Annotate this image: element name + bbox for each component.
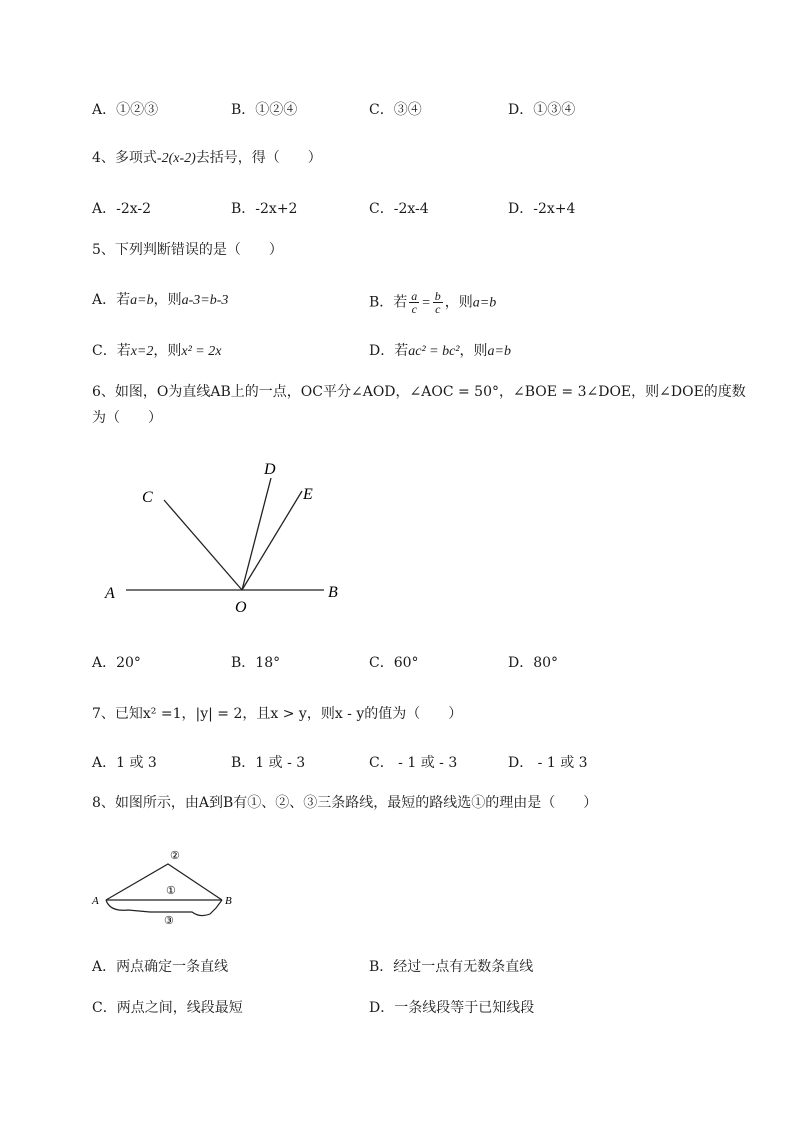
q8-option-c: C．两点之间，线段最短	[92, 1000, 243, 1016]
q5-b-frac1-num: a	[411, 289, 418, 303]
q3-option-b: B．①②④	[231, 102, 298, 118]
label-o: O	[235, 599, 247, 616]
q5-a-label: A．若	[92, 292, 131, 308]
q4-option-d: D．-2x+4	[508, 201, 576, 217]
q4-stem	[92, 148, 322, 169]
label-a: A	[92, 895, 99, 907]
q5-b-eq: =	[421, 295, 431, 311]
q5-a-mid: ，则	[153, 292, 182, 308]
label-a: A	[105, 585, 115, 602]
ray-od	[242, 478, 271, 590]
q6-option-b: B．18°	[231, 655, 281, 671]
q5-d-expr1: ac² = bc²	[408, 344, 460, 359]
q5-d-mid: ，则	[459, 343, 488, 359]
label-route-3: ③	[164, 915, 174, 927]
q6-option-a: A．20°	[92, 655, 141, 671]
q4-option-a: A．-2x-2	[92, 201, 152, 217]
q7-option-b: B．1 或 - 3	[231, 755, 306, 771]
q5-c-label: C．若	[92, 343, 131, 359]
label-b: B	[225, 895, 232, 907]
q5-d-label: D．若	[369, 343, 409, 359]
q8-option-d: D．一条线段等于已知线段	[369, 1000, 535, 1016]
q5-b-frac2-den: c	[435, 302, 441, 316]
label-e: E	[303, 486, 313, 503]
q8-stem: 8、如图所示，由A到B有①、②、③三条路线，最短的路线选①的理由是（ ）	[92, 795, 598, 811]
q5-d-expr2: a=b	[487, 344, 511, 359]
q6-stem-line1: 6、如图，O为直线AB上的一点，OC平分∠AOD，∠AOC = 50°，∠BOE = 3∠DOE，则∠DOE的度数	[92, 384, 746, 400]
q5-c-expr2: x² = 2x	[181, 344, 222, 359]
q5-b-frac2	[433, 290, 443, 315]
q5-b-frac1-den: c	[411, 302, 417, 316]
ray-oe	[242, 491, 302, 590]
q6-stem-line2: 为（ ）	[92, 410, 162, 426]
q3-option-d: D．①③④	[508, 102, 576, 118]
q7-stem: 7、已知x² =1，|y| = 2，且x > y，则x - y的值为（ ）	[92, 706, 463, 722]
ray-oc	[164, 500, 242, 590]
q5-b-frac1	[409, 290, 419, 315]
q4-option-b: B．-2x+2	[231, 201, 298, 217]
route-2	[106, 864, 222, 900]
q5-b-expr2: a=b	[472, 295, 497, 311]
q5-option-c	[92, 341, 221, 362]
label-route-2: ②	[170, 850, 180, 862]
q4-stem-suffix: 去括号，得（ ）	[195, 150, 322, 166]
label-c: C	[142, 489, 153, 506]
q5-a-expr2: a-3=b-3	[181, 293, 229, 308]
route-3	[106, 900, 222, 916]
label-route-1: ①	[166, 885, 176, 897]
q4-option-c: C．-2x-4	[369, 201, 429, 217]
q5-b-frac2-num: b	[434, 289, 441, 303]
q7-option-a: A．1 或 3	[92, 755, 157, 771]
q8-figure	[88, 842, 248, 932]
q3-option-c: C．③④	[369, 102, 422, 118]
q7-option-d: D． - 1 或 3	[508, 755, 588, 771]
q5-option-d	[369, 341, 511, 362]
q4-stem-prefix: 4、多项式	[92, 150, 157, 166]
q8-option-a: A．两点确定一条直线	[92, 959, 229, 975]
q5-c-mid: ，则	[153, 343, 182, 359]
q5-option-b	[369, 290, 496, 315]
q6-option-d: D．80°	[508, 655, 559, 671]
q5-b-mid: ，则	[444, 294, 473, 311]
label-b: B	[328, 584, 338, 601]
q5-a-expr1: a=b	[130, 293, 154, 308]
q5-b-label: B．若	[369, 294, 408, 311]
q5-option-a	[92, 290, 228, 311]
q3-option-a: A．①②③	[92, 102, 159, 118]
q6-option-c: C．60°	[369, 655, 419, 671]
q8-option-b: B．经过一点有无数条直线	[369, 959, 534, 975]
q6-figure	[96, 452, 356, 622]
q5-c-expr1: x=2	[130, 344, 154, 359]
q4-stem-expr: -2(x-2)	[156, 151, 196, 166]
label-d: D	[264, 461, 276, 478]
q7-option-c: C． - 1 或 - 3	[369, 755, 458, 771]
q5-stem: 5、下列判断错误的是（ ）	[92, 242, 283, 258]
